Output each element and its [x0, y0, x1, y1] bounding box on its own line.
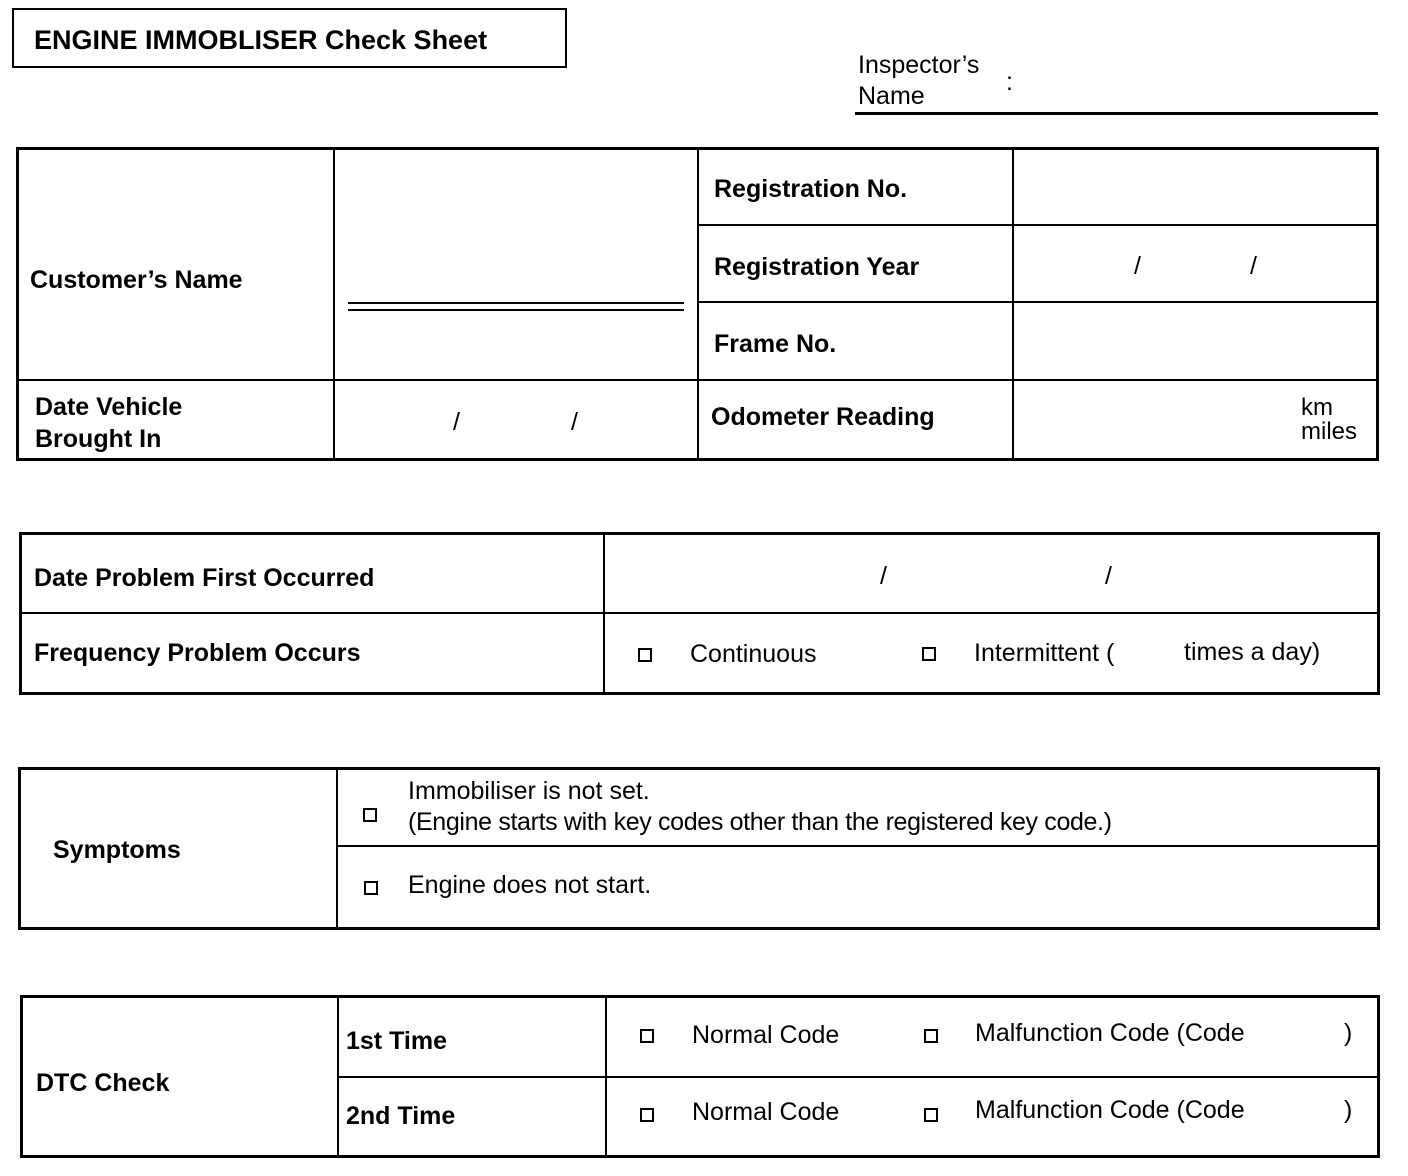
intermittent-checkbox[interactable] — [922, 647, 936, 661]
date-separator: / — [1134, 252, 1141, 280]
date-separator: / — [1105, 562, 1112, 590]
odometer-unit-km: km — [1301, 394, 1333, 421]
odometer-unit-miles: miles — [1301, 418, 1358, 445]
date-separator: / — [1250, 252, 1257, 280]
odometer-label: Odometer Reading — [711, 403, 935, 431]
date-separator: / — [453, 408, 460, 436]
frequency-label: Frequency Problem Occurs — [34, 639, 361, 667]
divider — [336, 769, 338, 928]
inspector-label-line2: Name — [858, 82, 925, 110]
times-a-day-label: times a day) — [1184, 638, 1321, 666]
dtc-2-normal-checkbox[interactable] — [640, 1108, 654, 1122]
divider — [1012, 149, 1014, 459]
inspector-name-field[interactable] — [855, 112, 1378, 115]
dtc-1-malfunction-checkbox[interactable] — [924, 1029, 938, 1043]
symptom-not-set-label — [408, 776, 1112, 838]
dtc-1-malfunction-label: Malfunction Code (Code — [975, 1019, 1245, 1047]
date-separator: / — [880, 562, 887, 590]
divider — [333, 149, 335, 459]
dtc-row-1-label: 1st Time — [346, 1027, 447, 1055]
continuous-label: Continuous — [690, 640, 817, 668]
divider — [697, 224, 1377, 226]
dtc-1-normal-checkbox[interactable] — [640, 1029, 654, 1043]
registration-no-label: Registration No. — [714, 175, 908, 203]
date-brought-label-line2: Brought In — [35, 425, 162, 453]
symptom-no-start-checkbox[interactable] — [364, 881, 378, 895]
symptom-no-start-label: Engine does not start. — [408, 871, 652, 899]
registration-no-field[interactable] — [1015, 151, 1375, 223]
inspector-label-line1: Inspector’s — [858, 51, 980, 79]
symptom-not-set-line2: (Engine starts with key codes other than the registered key code.) — [408, 808, 1112, 836]
frame-no-label: Frame No. — [714, 330, 837, 358]
customer-name-field[interactable] — [348, 302, 684, 311]
dtc-check-label: DTC Check — [36, 1069, 170, 1097]
customer-name-label: Customer’s Name — [30, 266, 243, 294]
divider — [697, 301, 1377, 303]
divider — [336, 845, 1378, 847]
intermittent-label: Intermittent ( — [974, 639, 1115, 667]
divider — [697, 149, 699, 459]
continuous-checkbox[interactable] — [638, 648, 652, 662]
dtc-2-normal-label: Normal Code — [692, 1098, 840, 1126]
dtc-2-malfunction-label: Malfunction Code (Code — [975, 1096, 1245, 1124]
symptoms-label: Symptoms — [53, 836, 181, 864]
inspector-name-label — [858, 50, 979, 112]
divider — [337, 1076, 1378, 1078]
divider — [18, 379, 1377, 381]
registration-year-label: Registration Year — [714, 253, 920, 281]
dtc-2-close-paren: ) — [1344, 1096, 1353, 1124]
dtc-2-malfunction-checkbox[interactable] — [924, 1108, 938, 1122]
symptom-not-set-checkbox[interactable] — [363, 808, 377, 822]
frame-no-field[interactable] — [1015, 305, 1375, 377]
divider — [21, 612, 1378, 614]
dtc-row-2-label: 2nd Time — [346, 1102, 456, 1130]
symptom-not-set-line1: Immobiliser is not set. — [408, 777, 650, 805]
date-brought-in-label — [35, 391, 182, 455]
page-title: ENGINE IMMOBLISER Check Sheet — [12, 8, 567, 68]
date-first-occurred-label: Date Problem First Occurred — [34, 564, 375, 592]
date-separator: / — [571, 408, 578, 436]
inspector-colon: : — [1006, 68, 1013, 96]
dtc-1-normal-label: Normal Code — [692, 1021, 840, 1049]
date-brought-label-line1: Date Vehicle — [35, 393, 183, 421]
dtc-1-close-paren: ) — [1344, 1019, 1353, 1047]
odometer-units — [1301, 396, 1357, 444]
